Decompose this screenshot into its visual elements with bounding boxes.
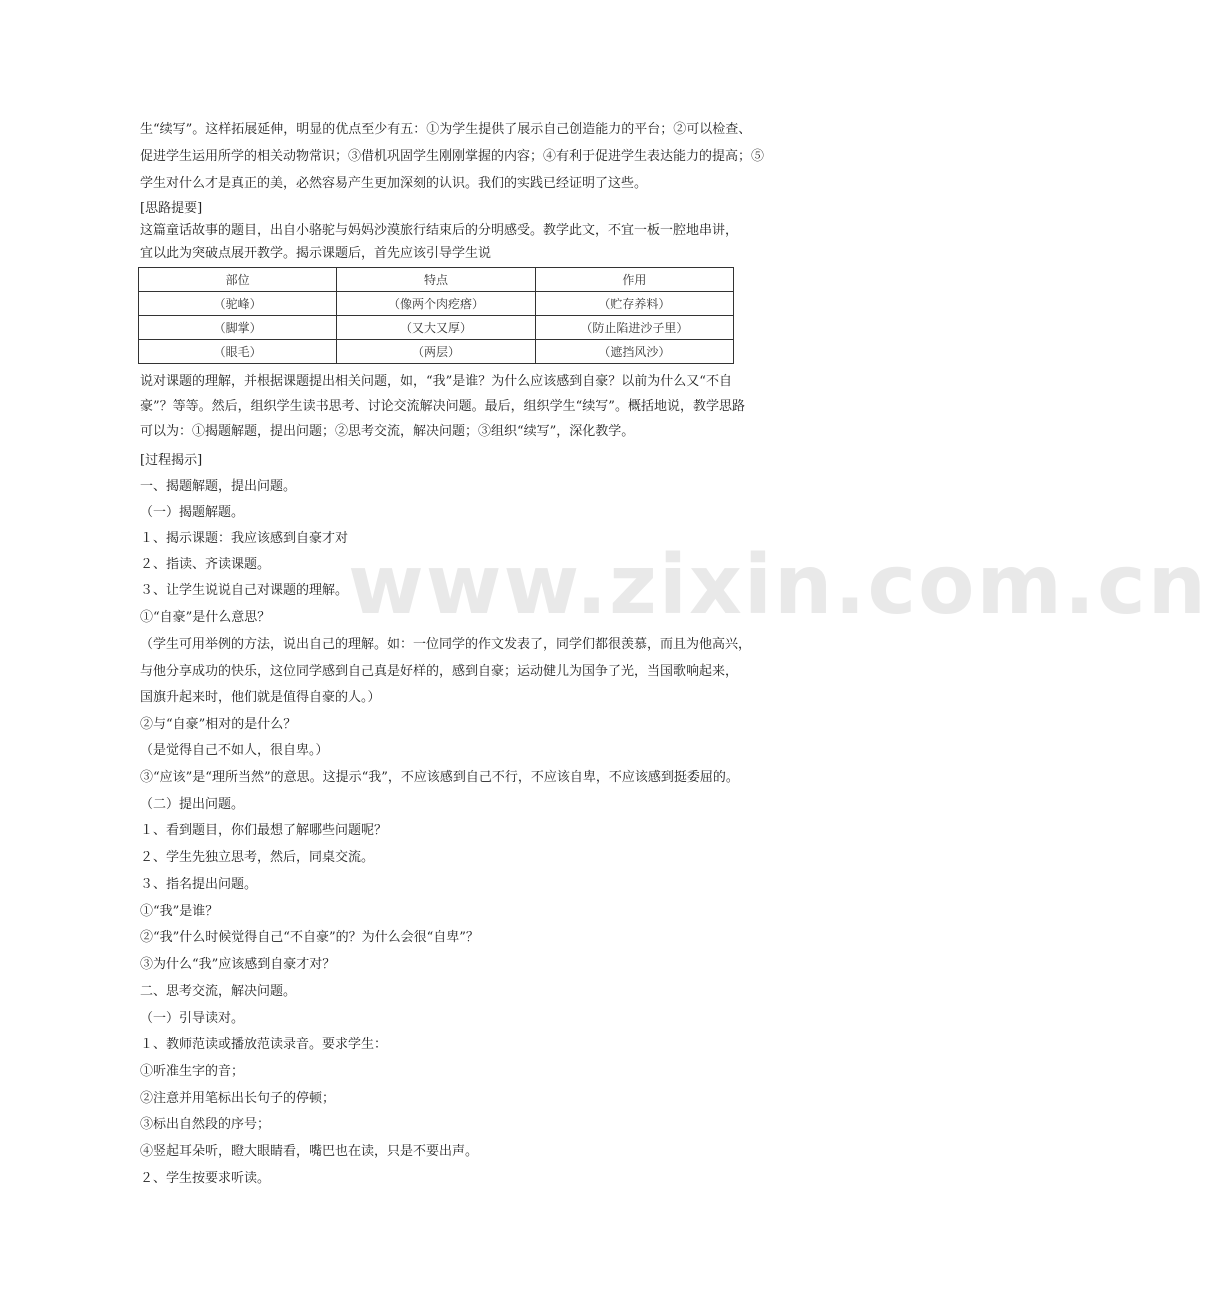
table-header-cell: 特点	[337, 268, 535, 292]
table-header-cell: 作用	[535, 268, 733, 292]
process-line: ２、学生先独立思考，然后，同桌交流。	[140, 850, 375, 865]
section-heading-ideas: [思路提要]	[140, 201, 203, 216]
table-cell: （两层）	[337, 340, 535, 364]
after-table-line: 豪”？等等。然后，组织学生读书思考、讨论交流解决问题。最后，组织学生“续写”。概括地说，教学思路	[140, 399, 745, 414]
table-row	[139, 340, 734, 364]
process-line: ③“应该”是“理所当然”的意思。这提示“我”，不应该感到自己不行，不应该自卑，不应该感到挺委屈的。	[140, 770, 739, 785]
process-line: ④竖起耳朵听，瞪大眼睛看，嘴巴也在读，只是不要出声。	[140, 1144, 479, 1159]
intro-line: 促进学生运用所学的相关动物常识；③借机巩固学生刚刚掌握的内容；④有利于促进学生表达能力的提高；⑤	[140, 149, 765, 164]
camel-features-table	[138, 267, 734, 364]
process-line: ①听准生字的音；	[140, 1064, 245, 1079]
ideas-line: 宜以此为突破点展开教学。揭示课题后，首先应该引导学生说	[140, 246, 492, 261]
watermark: www.zixin.com.cn	[348, 538, 1208, 633]
after-table-line: 可以为：①揭题解题，提出问题；②思考交流，解决问题；③组织“续写”，深化教学。	[140, 424, 635, 439]
table-header-cell: 部位	[139, 268, 337, 292]
after-table-line: 说对课题的理解，并根据课题提出相关问题，如，“我”是谁？为什么应该感到自豪？以前为什么又“不自	[140, 374, 732, 389]
process-line: １、看到题目，你们最想了解哪些问题呢？	[140, 823, 388, 838]
process-line: ②与“自豪”相对的是什么？	[140, 717, 297, 732]
table-cell: （贮存养料）	[535, 292, 733, 316]
process-line: ③为什么“我”应该感到自豪才对？	[140, 957, 336, 972]
process-line: ②“我”什么时候觉得自己“不自豪”的？为什么会很“自卑”？	[140, 930, 479, 945]
process-line: ③标出自然段的序号；	[140, 1117, 271, 1132]
table-header-row	[139, 268, 734, 292]
ideas-line: 这篇童话故事的题目，出自小骆驼与妈妈沙漠旅行结束后的分明感受。教学此文，不宜一板一腔地串讲，	[140, 223, 739, 238]
process-line: ３、让学生说说自己对课题的理解。	[140, 583, 349, 598]
process-line: 与他分享成功的快乐，这位同学感到自己真是好样的，感到自豪；运动健儿为国争了光，当国歌响起来，	[140, 664, 739, 679]
process-line: 一、揭题解题，提出问题。	[140, 479, 297, 494]
table-cell: （遮挡风沙）	[535, 340, 733, 364]
process-line: ３、指名提出问题。	[140, 877, 258, 892]
process-line: ２、学生按要求听读。	[140, 1171, 271, 1186]
process-line: 国旗升起来时，他们就是值得自豪的人。）	[140, 690, 381, 705]
section-heading-process: [过程揭示]	[140, 453, 203, 468]
process-line: ②注意并用笔标出长句子的停顿；	[140, 1091, 336, 1106]
process-line: ①“自豪”是什么意思？	[140, 610, 271, 625]
table-cell: （又大又厚）	[337, 316, 535, 340]
table-row	[139, 292, 734, 316]
process-line: （是觉得自己不如人，很自卑。）	[140, 743, 329, 758]
process-line: ２、指读、齐读课题。	[140, 557, 271, 572]
process-line: （学生可用举例的方法，说出自己的理解。如：一位同学的作文发表了，同学们都很羡慕，而且为他高兴，	[140, 637, 752, 652]
process-line: （二）提出问题。	[140, 797, 245, 812]
table-cell: （驼峰）	[139, 292, 337, 316]
process-line: （一）引导读对。	[140, 1011, 245, 1026]
intro-line: 学生对什么才是真正的美，必然容易产生更加深刻的认识。我们的实践已经证明了这些。	[140, 176, 648, 191]
table-cell: （防止陷进沙子里）	[535, 316, 733, 340]
table-cell: （眼毛）	[139, 340, 337, 364]
table-cell: （脚掌）	[139, 316, 337, 340]
process-line: ①“我”是谁？	[140, 904, 219, 919]
process-line: １、教师范读或播放范读录音。要求学生：	[140, 1037, 388, 1052]
process-line: 二、思考交流，解决问题。	[140, 984, 297, 999]
process-line: （一）揭题解题。	[140, 505, 245, 520]
process-line: １、揭示课题：我应该感到自豪才对	[140, 531, 349, 546]
intro-line: 生“续写”。这样拓展延伸，明显的优点至少有五：①为学生提供了展示自己创造能力的平台；②可以检查、	[140, 122, 752, 137]
table-cell: （像两个肉疙瘩）	[337, 292, 535, 316]
table-row	[139, 316, 734, 340]
